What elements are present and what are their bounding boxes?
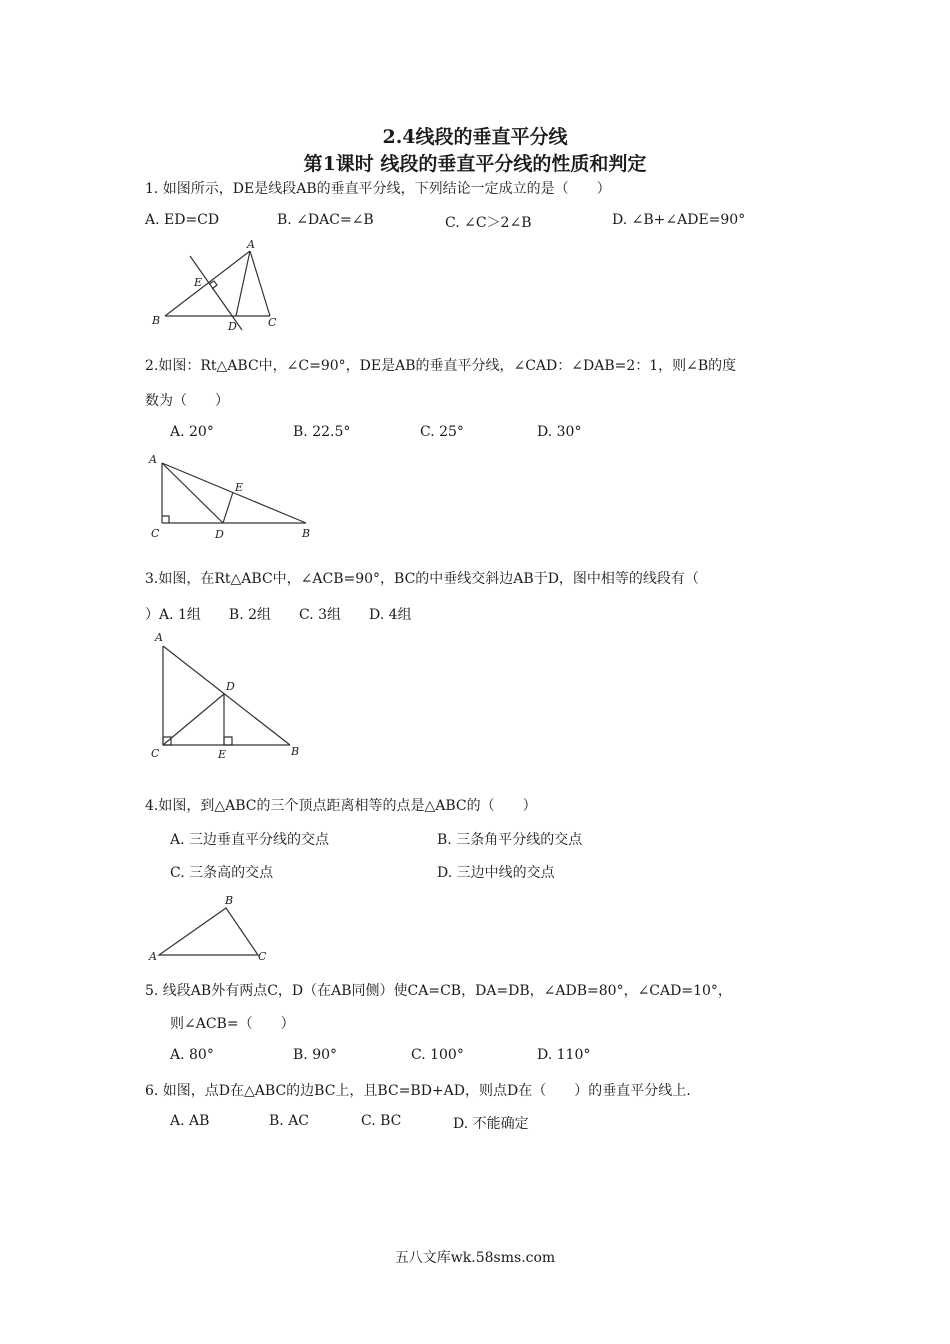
q3-stem-line2: ）A. 1组 B. 2组 C. 3组 D. 4组 xyxy=(145,607,412,623)
q1-label-c: C xyxy=(268,316,277,329)
q3-label-e: E xyxy=(218,748,227,761)
q1-label-e: E xyxy=(194,276,203,289)
q1-stem: 1. 如图所示，DE是线段AB的垂直平分线，下列结论一定成立的是（ ） xyxy=(145,181,611,197)
q6-option-c: C. BC xyxy=(361,1113,402,1129)
doc-title: 2.4线段的垂直平分线 xyxy=(382,126,568,148)
q2-label-b: B xyxy=(302,527,311,540)
q5-option-b: B. 90° xyxy=(293,1047,338,1063)
q5-option-d: D. 110° xyxy=(537,1047,591,1063)
q6-option-b: B. AC xyxy=(269,1113,310,1129)
q1-label-b: B xyxy=(152,314,161,327)
q3-label-a: A xyxy=(155,631,163,644)
q4-label-b: B xyxy=(225,894,234,907)
q5-stem-line2: 则∠ACB=（ ） xyxy=(170,1016,295,1032)
q1-option-b: B. ∠DAC=∠B xyxy=(277,212,374,228)
q2-stem-line2: 数为（ ） xyxy=(145,393,229,409)
q6-stem: 6. 如图，点D在△ABC的边BC上，且BC=BD+AD，则点D在（ ）的垂直平分线上. xyxy=(145,1083,691,1099)
q5-option-c: C. 100° xyxy=(411,1047,464,1063)
q5-option-a: A. 80° xyxy=(170,1047,214,1063)
footer-watermark: 五八文库wk.58sms.com xyxy=(394,1250,556,1266)
q2-option-c: C. 25° xyxy=(420,424,464,440)
q6-option-a: A. AB xyxy=(170,1113,210,1129)
q3-label-d: D xyxy=(226,680,235,693)
q1-label-d: D xyxy=(228,320,237,333)
q2-label-c: C xyxy=(151,527,160,540)
q4-label-a: A xyxy=(149,950,157,963)
q2-label-e: E xyxy=(235,481,244,494)
q4-option-d: D. 三边中线的交点 xyxy=(437,865,555,881)
q4-label-c: C xyxy=(258,950,267,963)
q3-stem-line1: 3.如图，在Rt△ABC中，∠ACB=90°，BC的中垂线交斜边AB于D，图中相等的线段有（ xyxy=(145,571,699,587)
q4-triangle xyxy=(159,908,258,955)
q3-label-c: C xyxy=(151,747,160,760)
q2-label-d: D xyxy=(215,528,224,541)
q2-stem-line1: 2.如图：Rt△ABC中，∠C=90°，DE是AB的垂直平分线，∠CAD：∠DAB=2：1，则∠B的度 xyxy=(145,358,737,374)
q2-label-a: A xyxy=(149,453,157,466)
q1-option-c: C. ∠C＞2∠B xyxy=(445,215,532,231)
q4-option-b: B. 三条角平分线的交点 xyxy=(437,832,583,848)
q3-label-b: B xyxy=(291,745,300,758)
doc-subtitle: 第1课时 线段的垂直平分线的性质和判定 xyxy=(303,153,647,175)
q4-option-a: A. 三边垂直平分线的交点 xyxy=(170,832,330,848)
q1-label-a: A xyxy=(247,238,255,251)
q4-option-c: C. 三条高的交点 xyxy=(170,865,274,881)
q6-option-d: D. 不能确定 xyxy=(453,1116,529,1132)
q1-option-a: A. ED=CD xyxy=(145,212,220,228)
q2-option-d: D. 30° xyxy=(537,424,582,440)
q2-option-a: A. 20° xyxy=(170,424,214,440)
q4-stem: 4.如图，到△ABC的三个顶点距离相等的点是△ABC的（ ） xyxy=(145,798,537,814)
q5-stem-line1: 5. 线段AB外有两点C，D（在AB同侧）使CA=CB，DA=DB，∠ADB=80°，∠CAD=10°， xyxy=(145,983,732,999)
q1-option-d: D. ∠B+∠ADE=90° xyxy=(612,212,746,228)
q2-option-b: B. 22.5° xyxy=(293,424,351,440)
